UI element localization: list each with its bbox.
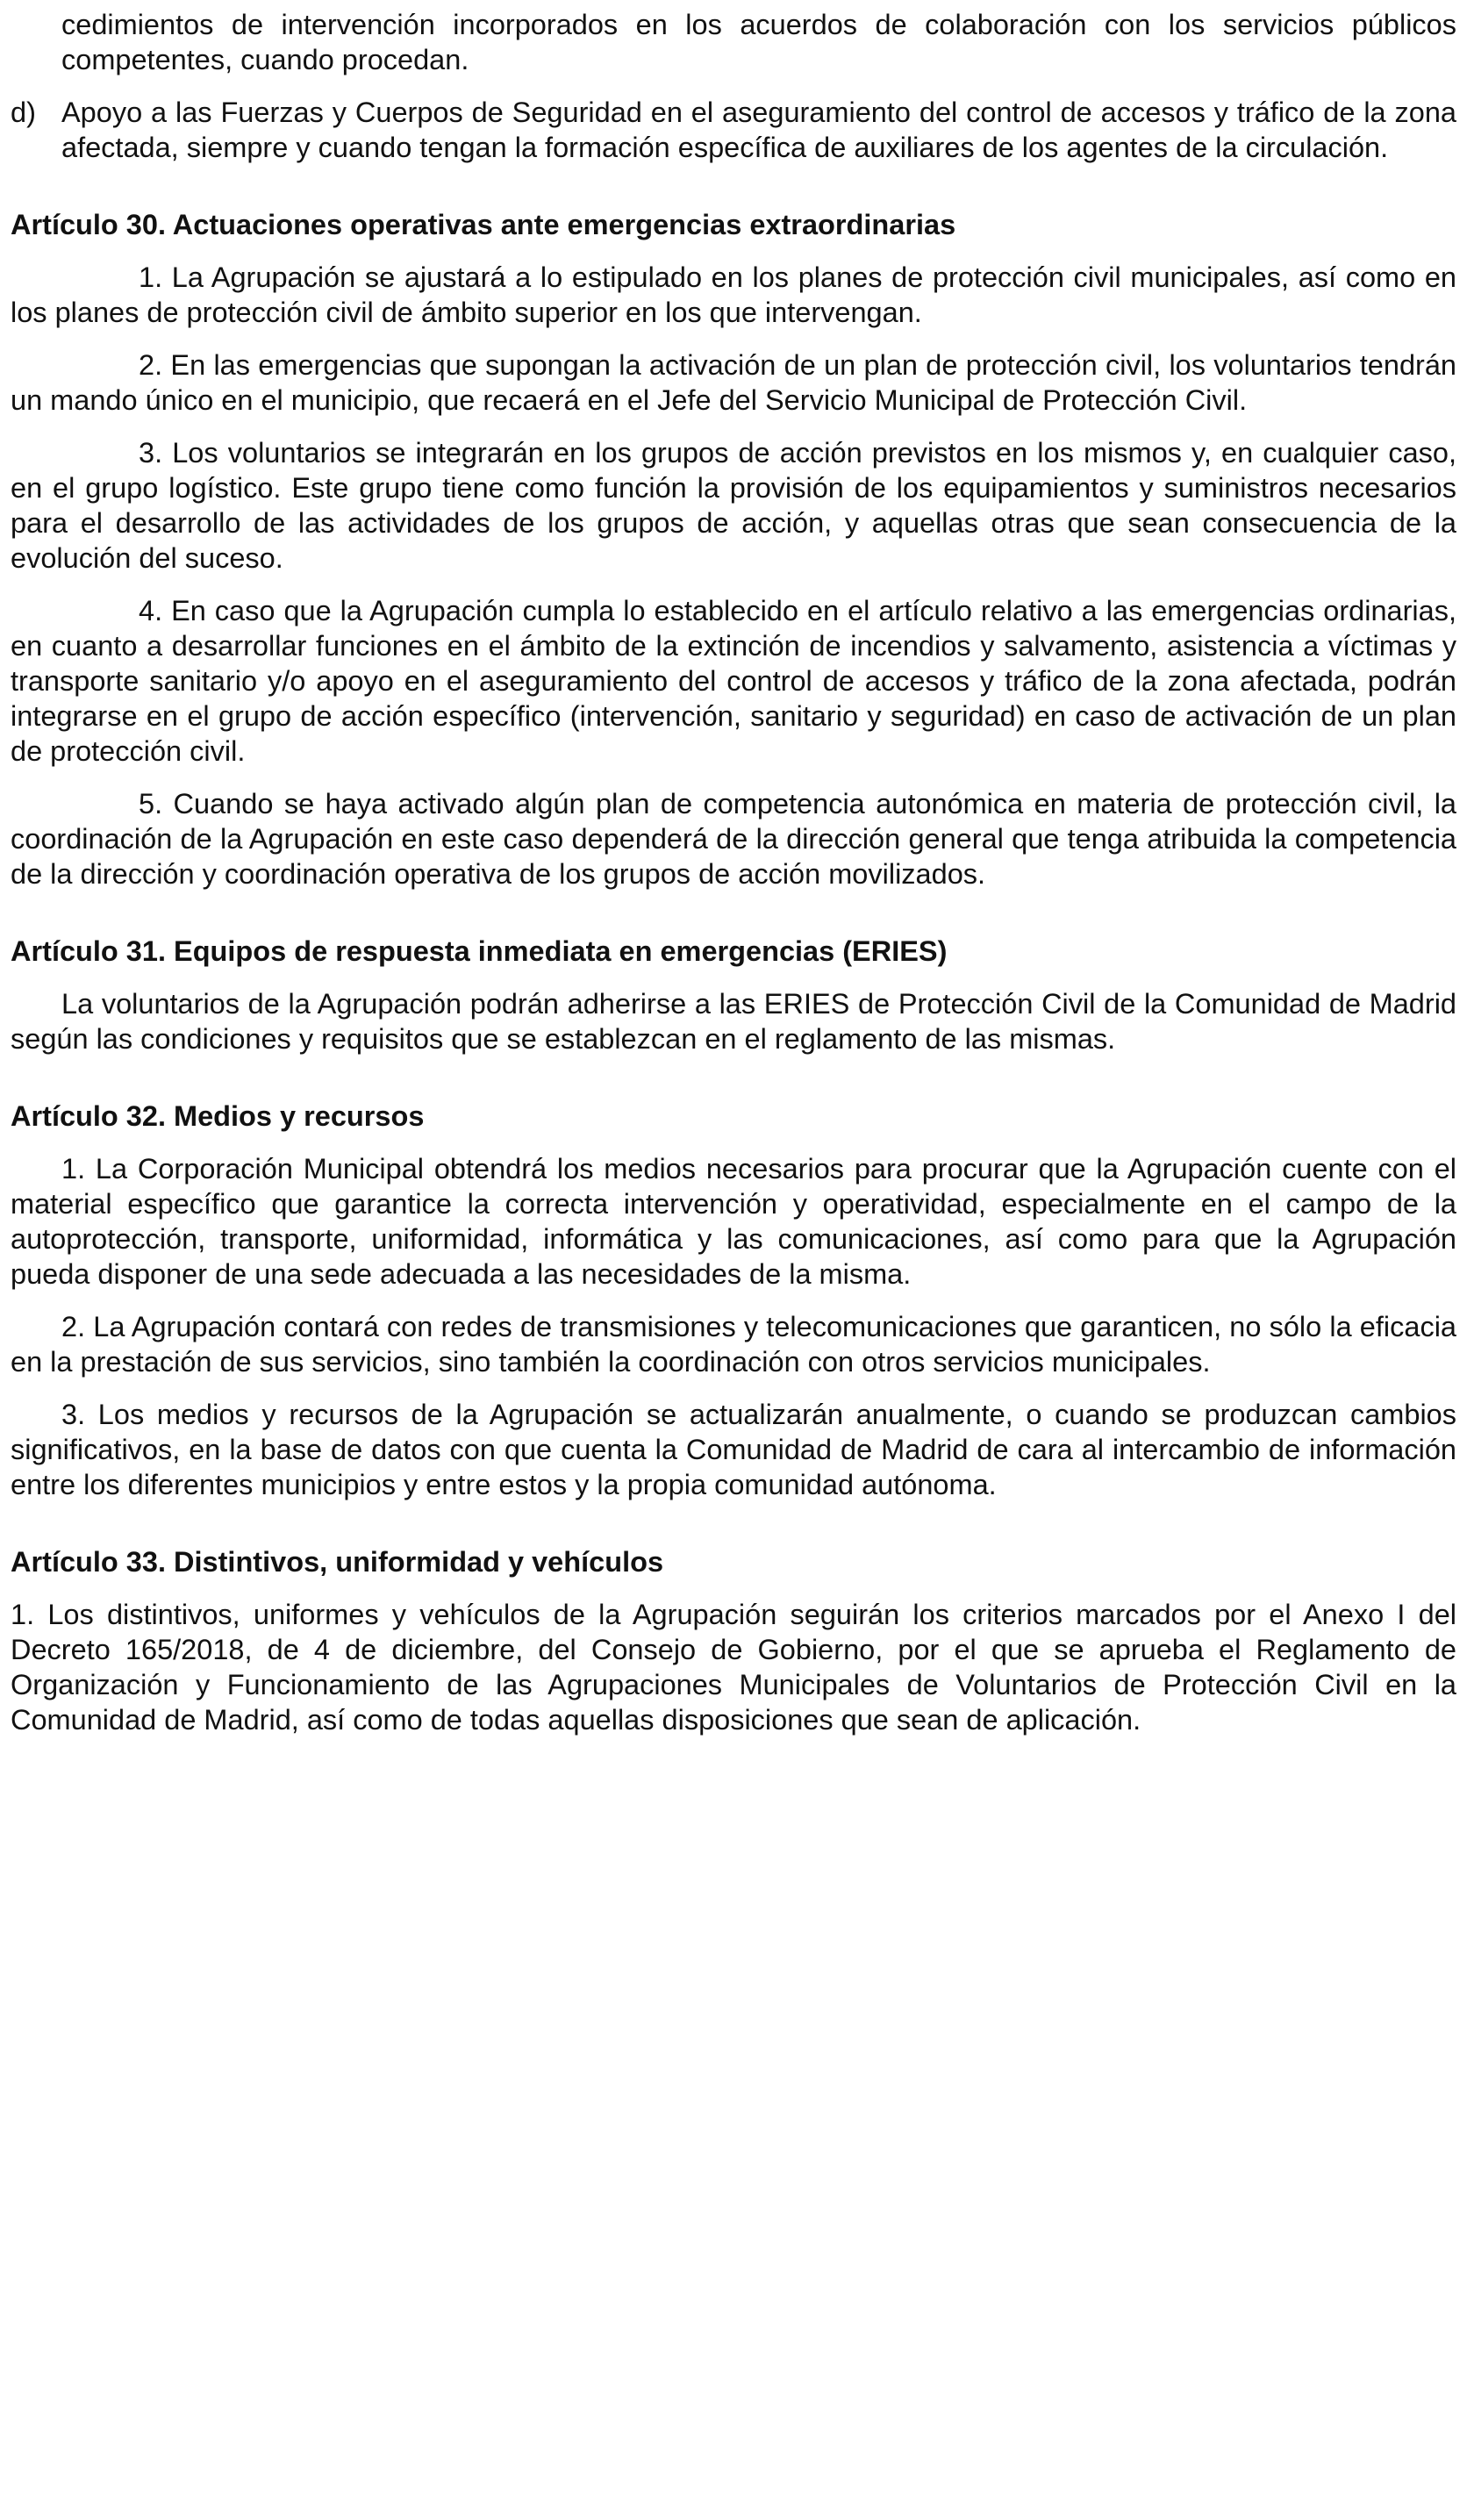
paragraph: 5. Cuando se haya activado algún plan de competencia autonómica en materia de protección civil, la coordinación de la Agrupación en este caso dependerá de la dirección general que tenga atribuida la competencia de la dirección y coordinación operativa de los grupos de acción movilizados. [11,788,1456,890]
article-title: Artículo 32. Medios y recursos [11,1100,425,1132]
paragraph: 2. En las emergencias que supongan la activación de un plan de protección civil, los voluntarios tendrán un mando único en el municipio, que recaerá en el Jefe del Servicio Municipal de Protección Civil. [11,349,1456,416]
list-item-text: Apoyo a las Fuerzas y Cuerpos de Seguridad en el aseguramiento del control de accesos y tráfico de la zona afectada, siempre y cuando tengan la formación específica de auxiliares de los agentes de la circulación. [61,97,1456,163]
paragraph: 3. Los voluntarios se integrarán en los grupos de acción previstos en los mismos y, en cualquier caso, en el grupo logístico. Este grupo tiene como función la provisión de los equipamientos y suministros necesarios para el desarrollo de las actividades de los grupos de acción, y aquellas otras que sean consecuencia de la evolución del suceso. [11,437,1456,574]
document-page [11,7,1456,1755]
article-title: Artículo 33. Distintivos, uniformidad y vehículos [11,1546,664,1578]
paragraph: 4. En caso que la Agrupación cumpla lo establecido en el artículo relativo a las emergencias ordinarias, en cuanto a desarrollar funciones en el ámbito de la extinción de incendios y salvamento, asistencia a víctimas y transporte sanitario y/o apoyo en el aseguramiento del control de accesos y tráfico de la zona afectada, podrán integrarse en el grupo de acción específico (intervención, sanitario y seguridad) en caso de activación de un plan de protección civil. [11,595,1456,767]
article-32 [11,1099,1456,1502]
article-33 [11,1544,1456,1737]
list-item-continuation [11,7,1456,77]
paragraph: 1. Los distintivos, uniformes y vehículos de la Agrupación seguirán los criterios marcados por el Anexo I del Decreto 165/2018, de 4 de diciembre, del Consejo de Gobierno, por el que se aprueba el Reglamento de Organización y Funcionamiento de las Agrupaciones Municipales de Voluntarios de Protección Civil en la Comunidad de Madrid, así como de todas aquellas disposiciones que sean de aplicación. [11,1599,1456,1736]
paragraph: La voluntarios de la Agrupación podrán adherirse a las ERIES de Protección Civil de la Comunidad de Madrid según las condiciones y requisitos que se establezcan en el reglamento de las mismas. [11,988,1456,1055]
paragraph: 1. La Agrupación se ajustará a lo estipulado en los planes de protección civil municipales, así como en los planes de protección civil de ámbito superior en los que intervengan. [11,261,1456,328]
article-title: Artículo 31. Equipos de respuesta inmediata en emergencias (ERIES) [11,935,948,967]
paragraph: 3. Los medios y recursos de la Agrupación se actualizarán anualmente, o cuando se produzcan cambios significativos, en la base de datos con que cuenta la Comunidad de Madrid de cara al intercambio de información entre los diferentes municipios y entre estos y la propia comunidad autónoma. [11,1399,1456,1500]
article-30 [11,207,1456,891]
paragraph: 2. La Agrupación contará con redes de transmisiones y telecomunicaciones que garanticen, no sólo la eficacia en la prestación de sus servicios, sino también la coordinación con otros servicios municipales. [11,1311,1456,1378]
list-marker: d) [11,97,36,128]
list-item-d [11,95,1456,165]
paragraph: 1. La Corporación Municipal obtendrá los medios necesarios para procurar que la Agrupación cuente con el material específico que garantice la correcta intervención y operatividad, especialmente en el campo de la autoprotección, transporte, uniformidad, informática y las comunicaciones, así como para que la Agrupación pueda disponer de una sede adecuada a las necesidades de la misma. [11,1153,1456,1290]
article-31 [11,934,1456,1056]
list-item-text: cedimientos de intervención incorporados en los acuerdos de colaboración con los servicios públicos competentes, cuando procedan. [61,9,1456,75]
article-title: Artículo 30. Actuaciones operativas ante emergencias extraordinarias [11,209,956,240]
